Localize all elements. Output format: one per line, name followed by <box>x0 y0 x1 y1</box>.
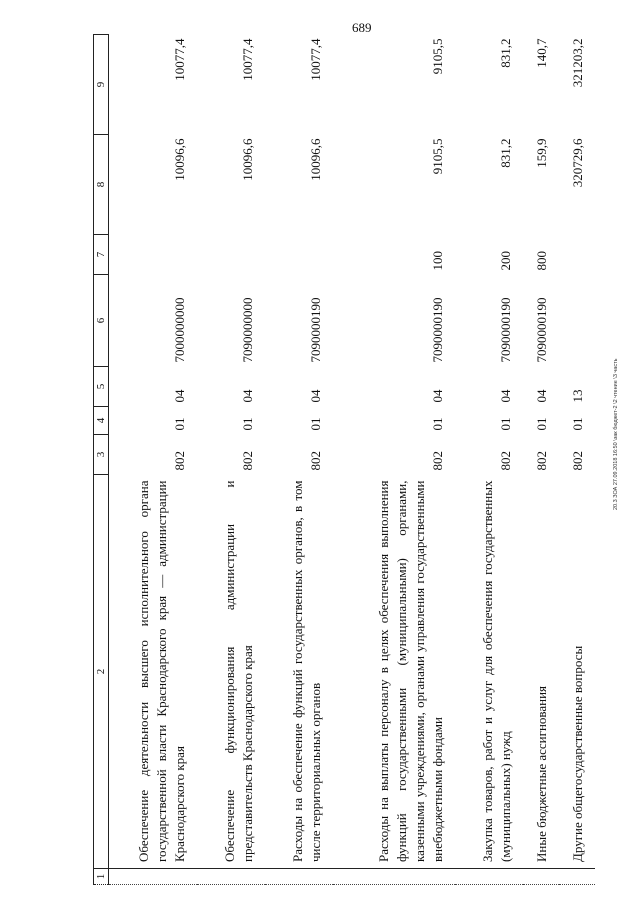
cell-c4: 01 <box>429 417 445 431</box>
row-name: Другие общегосударственные вопросы <box>569 645 585 862</box>
table-row <box>109 35 197 885</box>
row-gutter <box>265 869 333 885</box>
row-name: Закупка товаров, работ и услуг для обеспечения государственных (муниципальных) нужд <box>479 480 513 862</box>
cell-c5: 13 <box>569 389 585 403</box>
col-header-2: 2 <box>94 475 109 869</box>
col-header-3: 3 <box>94 435 109 475</box>
cell-c8: 10096,6 <box>239 138 255 181</box>
row-name: Расходы на обеспечение функций государственных органов, в том числе территориальных органов <box>289 480 323 862</box>
row-name: Обеспечение деятельности высшего исполнительного органа государственной власти Краснодарского края — администрации Краснодарского края <box>135 480 187 862</box>
table-row <box>333 35 455 885</box>
cell-c6: 7000000000 <box>171 297 187 363</box>
table-row <box>197 35 265 885</box>
col-header-5: 5 <box>94 367 109 407</box>
cell-c7 <box>197 235 265 275</box>
table-row <box>265 35 333 885</box>
cell-c5: 04 <box>307 389 323 403</box>
row-name: Иные бюджетные ассигнования <box>533 685 549 862</box>
cell-c4: 01 <box>239 417 255 431</box>
cell-c8: 9105,5 <box>429 138 445 175</box>
row-gutter <box>333 869 455 885</box>
col-header-6: 6 <box>94 275 109 367</box>
cell-c7 <box>559 235 595 275</box>
row-name-cell <box>333 475 455 869</box>
cell-c8: 10096,6 <box>171 138 187 181</box>
cell-c3: 802 <box>429 451 445 471</box>
cell-c3: 802 <box>497 451 513 471</box>
budget-table-rotated <box>93 35 609 885</box>
row-name-cell <box>455 475 523 869</box>
cell-c4: 01 <box>171 417 187 431</box>
cell-c7: 100 <box>429 251 445 271</box>
cell-c9: 140,7 <box>533 38 549 68</box>
cell-c6: 7090000000 <box>239 297 255 363</box>
cell-c8: 10096,6 <box>307 138 323 181</box>
cell-c4: 01 <box>533 417 549 431</box>
row-name-cell <box>197 475 265 869</box>
col-header-7: 7 <box>94 235 109 275</box>
row-gutter <box>109 869 197 885</box>
table-row <box>523 35 559 885</box>
col-header-4: 4 <box>94 407 109 435</box>
page-number: 689 <box>352 20 372 35</box>
col-header-1: 1 <box>94 869 109 885</box>
cell-c3: 802 <box>171 451 187 471</box>
cell-c5: 04 <box>429 389 445 403</box>
cell-c7: 200 <box>497 251 513 271</box>
col-header-8: 8 <box>94 135 109 235</box>
cell-c5: 04 <box>239 389 255 403</box>
row-name-cell <box>109 475 197 869</box>
cell-c6: 7090000190 <box>533 297 549 363</box>
row-name-cell <box>523 475 559 869</box>
cell-c7 <box>265 235 333 275</box>
cell-c8: 159,9 <box>533 138 549 168</box>
cell-c4: 01 <box>569 417 585 431</box>
cell-c3: 802 <box>239 451 255 471</box>
cell-c8: 831,2 <box>497 138 513 168</box>
cell-c7: 800 <box>533 251 549 271</box>
budget-table <box>93 34 595 885</box>
cell-c5: 04 <box>533 389 549 403</box>
cell-c7 <box>109 235 197 275</box>
cell-c5: 04 <box>497 389 513 403</box>
row-name-cell <box>559 475 595 869</box>
cell-c6 <box>559 275 595 367</box>
footer-note: 20.3 ЗОА 27.09.2018 16:50 \зак бюджет-2 \2 чтение \3 часть <box>613 358 619 510</box>
cell-c9: 10077,4 <box>171 38 187 81</box>
cell-c6: 7090000190 <box>307 297 323 363</box>
cell-c6: 7090000190 <box>497 297 513 363</box>
row-name-cell <box>265 475 333 869</box>
cell-c9: 9105,5 <box>429 38 445 75</box>
row-name: Расходы на выплаты персоналу в целях обеспечения выполнения функций государственными (муниципальными) органами, казенными учреждениями, органами управления государственными внебюджетными фондами <box>375 480 445 862</box>
row-gutter <box>523 869 559 885</box>
table-header-row <box>94 35 109 885</box>
cell-c3: 802 <box>569 451 585 471</box>
table-row <box>455 35 523 885</box>
row-gutter <box>455 869 523 885</box>
row-gutter <box>197 869 265 885</box>
cell-c3: 802 <box>307 451 323 471</box>
col-header-9: 9 <box>94 35 109 135</box>
cell-c9: 10077,4 <box>239 38 255 81</box>
cell-c4: 01 <box>497 417 513 431</box>
table-row <box>559 35 595 885</box>
cell-c4: 01 <box>307 417 323 431</box>
cell-c9: 831,2 <box>497 38 513 68</box>
cell-c3: 802 <box>533 451 549 471</box>
cell-c8: 320729,6 <box>569 138 585 188</box>
cell-c6: 7090000190 <box>429 297 445 363</box>
cell-c9: 10077,4 <box>307 38 323 81</box>
cell-c5: 04 <box>171 389 187 403</box>
cell-c9: 321203,2 <box>569 38 585 88</box>
row-gutter <box>559 869 595 885</box>
row-name: Обеспечение функционирования администрации и представительств Краснодарского края <box>221 480 255 862</box>
